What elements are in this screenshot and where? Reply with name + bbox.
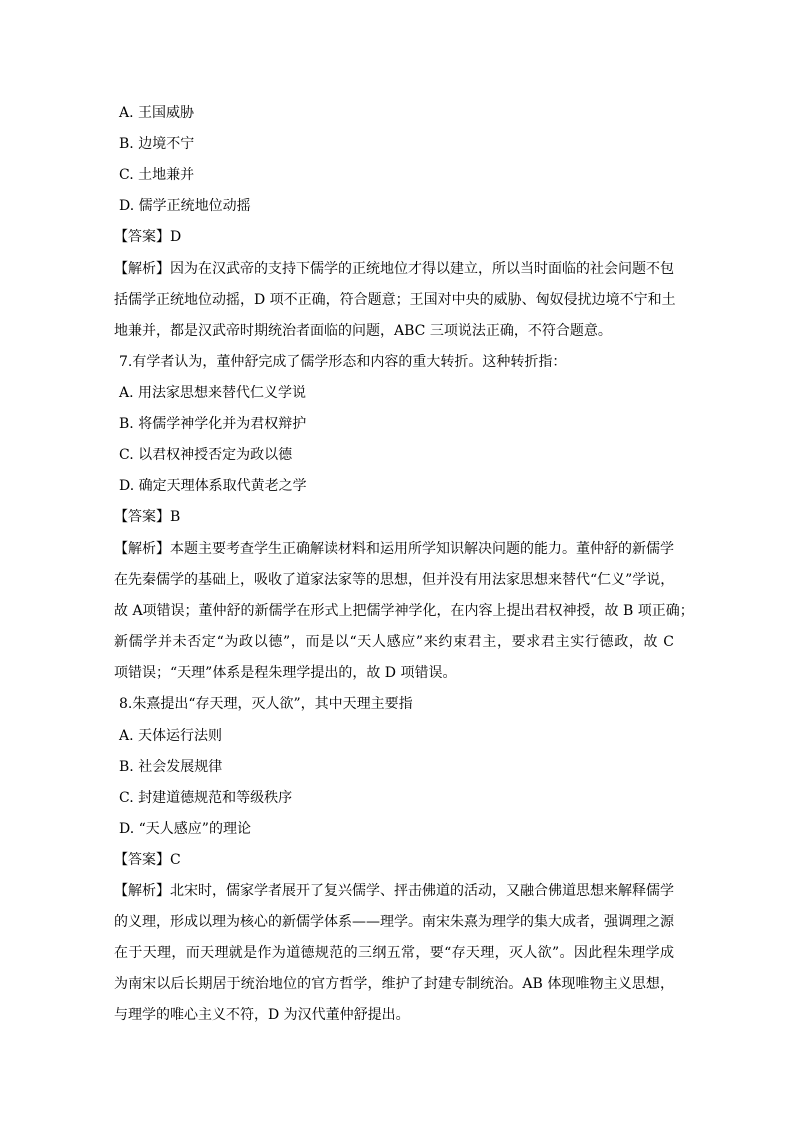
q7-analysis-line: 【解析】本题主要考查学生正确解读材料和运用所学知识解决问题的能力。董仲舒的新儒学	[114, 541, 674, 557]
q8-option-a: A. 天体运行法则	[119, 728, 223, 744]
q7-question: 7.有学者认为，董仲舒完成了儒学形态和内容的重大转折。这种转折指：	[119, 354, 567, 370]
q6-option-b: B. 边境不宁	[119, 136, 195, 152]
q6-option-d: D. 儒学正统地位动摇	[119, 198, 251, 214]
q6-option-a: A. 王国威胁	[119, 105, 195, 121]
q7-analysis-line: 项错误；“天理”体系是程朱理学提出的，故 D 项错误。	[114, 665, 457, 681]
q8-analysis-line: 为南宋以后长期居于统治地位的官方哲学，维护了封建专制统治。AB 体现唯物主义思想，	[114, 976, 674, 992]
q8-analysis-line: 在于天理，而天理就是作为道德规范的三纲五常，要“存天理，灭人欲”。因此程朱理学成	[114, 945, 674, 961]
q7-analysis-line: 在先秦儒学的基础上，吸收了道家法家等的思想，但并没有用法家思想来替代“仁义”学说，	[114, 572, 675, 588]
q8-option-d: D. “天人感应”的理论	[119, 821, 251, 837]
q6-analysis-line: 括儒学正统地位动摇，D 项不正确，符合题意；王国对中央的威胁、匈奴侵扰边境不宁和土	[114, 292, 676, 308]
q8-answer: 【答案】C	[114, 852, 181, 868]
q7-option-d: D. 确定天理体系取代黄老之学	[119, 478, 307, 494]
q7-analysis-line: 新儒学并未否定“为政以德”，而是以“天人感应”来约束君主，要求君主实行德政，故 C	[114, 634, 674, 650]
q8-option-c: C. 封建道德规范和等级秩序	[119, 790, 293, 806]
q8-analysis-line: 与理学的唯心主义不符，D 为汉代董仲舒提出。	[114, 1007, 410, 1023]
q6-analysis-line: 【解析】因为在汉武帝的支持下儒学的正统地位才得以建立，所以当时面临的社会问题不包	[114, 261, 674, 277]
q7-answer: 【答案】B	[114, 509, 181, 525]
q8-option-b: B. 社会发展规律	[119, 759, 223, 775]
q8-analysis-line: 【解析】北宋时，儒家学者展开了复兴儒学、抨击佛道的活动，又融合佛道思想来解释儒学	[114, 883, 674, 899]
q6-analysis-line: 地兼并，都是汉武帝时期统治者面临的问题，ABC 三项说法正确，不符合题意。	[114, 323, 612, 339]
q7-option-a: A. 用法家思想来替代仁义学说	[119, 385, 307, 401]
q7-option-b: B. 将儒学神学化并为君权辩护	[119, 416, 307, 432]
q7-option-c: C. 以君权神授否定为政以德	[119, 447, 293, 463]
q8-analysis-line: 的义理，形成以理为核心的新儒学体系——理学。南宋朱熹为理学的集大成者，强调理之源	[114, 914, 674, 930]
q7-analysis-line: 故 A项错误；董仲舒的新儒学在形式上把儒学神学化，在内容上提出君权神授，故 B 项正确；	[114, 603, 694, 619]
q8-question: 8.朱熹提出“存天理，灭人欲”，其中天理主要指	[119, 696, 413, 712]
q6-answer: 【答案】D	[114, 229, 182, 245]
q6-option-c: C. 土地兼并	[119, 167, 195, 183]
